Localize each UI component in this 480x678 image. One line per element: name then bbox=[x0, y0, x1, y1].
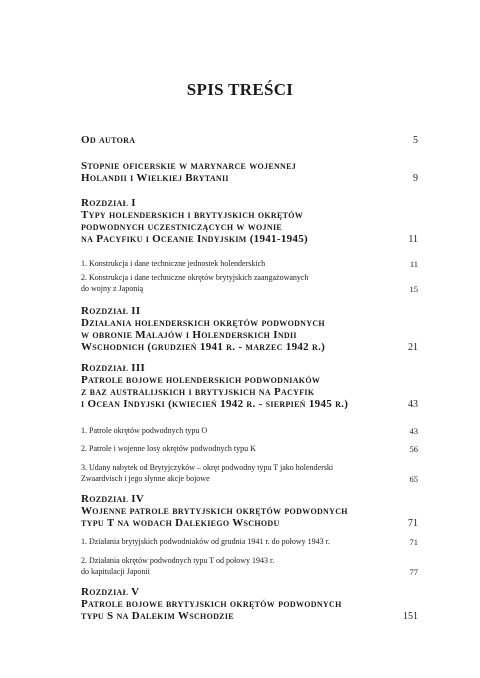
entry-line: 2. Konstrukcja i dane techniczne okrętów brytyjskich zaangażowanych bbox=[81, 273, 309, 282]
entry-line: Stopnie oficerskie w marynarce wojennej bbox=[81, 160, 297, 172]
entry-line: Typy holenderskich i brytyjskich okrętów bbox=[81, 209, 304, 221]
entry-text: 1. Działania brytyjskich podwodniaków od grudnia 1941 r. do połowy 1943 r. bbox=[81, 537, 330, 546]
entry-page: 9 bbox=[413, 173, 418, 184]
chapter-heading: Rozdział III bbox=[81, 362, 146, 374]
entry-text: 1. Konstrukcja i dane techniczne jednostek holenderskich bbox=[81, 259, 266, 268]
entry-line: do wojny z Japonią bbox=[81, 284, 143, 293]
entry-page: 151 bbox=[403, 611, 418, 622]
entry-line: na Pacyfiku i Oceanie Indyjskim (1941-1945) bbox=[81, 233, 308, 245]
entry-page: 15 bbox=[409, 284, 418, 294]
entry-page: 43 bbox=[408, 399, 418, 410]
entry-text: 1. Patrole okrętów podwodnych typu O bbox=[81, 426, 208, 435]
entry-page: 71 bbox=[409, 537, 418, 547]
entry-page: 11 bbox=[409, 259, 418, 269]
toc-subentry bbox=[81, 425, 418, 436]
toc-subentry bbox=[81, 536, 418, 547]
entry-text: Od autora bbox=[81, 134, 136, 146]
entry-page: 71 bbox=[408, 518, 418, 529]
toc-entry-od-autora bbox=[81, 134, 418, 146]
entry-line: Wschodnich (grudzień 1941 r. - marzec 1942 r.) bbox=[81, 341, 326, 353]
entry-line: Wojenne patrole brytyjskich okrętów podwodnych bbox=[81, 505, 348, 517]
entry-line: Holandii i Wielkiej Brytanii bbox=[81, 172, 229, 184]
entry-page: 11 bbox=[408, 234, 418, 245]
toc-chapter-5 bbox=[81, 586, 418, 622]
toc-subentry bbox=[81, 258, 418, 269]
entry-line: z baz australijskich i brytyjskich na Pacyfik bbox=[81, 386, 315, 398]
entry-line: i Ocean Indyjski (kwiecień 1942 r. - sierpień 1945 r.) bbox=[81, 398, 349, 410]
entry-line: do kapitulacji Japonii bbox=[81, 567, 150, 576]
chapter-heading: Rozdział II bbox=[81, 305, 141, 317]
entry-page: 43 bbox=[409, 426, 418, 436]
toc-subentry bbox=[81, 272, 418, 294]
entry-line: podwodnych uczestniczących w wojnie bbox=[81, 221, 282, 233]
entry-line: Patrole bojowe brytyjskich okrętów podwodnych bbox=[81, 598, 342, 610]
toc-chapter-1 bbox=[81, 197, 418, 245]
entry-line: typu T na wodach Dalekiego Wschodu bbox=[81, 517, 280, 529]
entry-line: Działania holenderskich okrętów podwodnych bbox=[81, 317, 325, 329]
entry-line: 3. Udany nabytek od Brytyjczyków – okręt podwodny typu T jako holenderski bbox=[81, 463, 334, 472]
chapter-heading: Rozdział IV bbox=[81, 493, 145, 505]
entry-line: 2. Działania okrętów podwodnych typu T od połowy 1943 r. bbox=[81, 556, 275, 565]
toc-subentry bbox=[81, 443, 418, 454]
toc-subentry bbox=[81, 462, 418, 484]
toc-chapter-2 bbox=[81, 305, 418, 353]
toc-subentry bbox=[81, 555, 418, 577]
toc-chapter-4 bbox=[81, 493, 418, 529]
entry-line: Patrole bojowe holenderskich podwodniaków bbox=[81, 374, 321, 386]
entry-page: 21 bbox=[408, 342, 418, 353]
entry-page: 5 bbox=[413, 135, 418, 146]
entry-page: 77 bbox=[409, 567, 418, 577]
entry-line: w obronie Malajów i Holenderskich Indii bbox=[81, 329, 297, 341]
entry-page: 56 bbox=[409, 444, 418, 454]
toc-chapter-3 bbox=[81, 362, 418, 410]
chapter-heading: Rozdział I bbox=[81, 197, 136, 209]
entry-text: 2. Patrole i wojenne losy okrętów podwodnych typu K bbox=[81, 444, 256, 453]
entry-line: Zwaardvisch i jego słynne akcje bojowe bbox=[81, 474, 210, 483]
chapter-heading: Rozdział V bbox=[81, 586, 140, 598]
entry-page: 65 bbox=[409, 474, 418, 484]
entry-line: typu S na Dalekim Wschodzie bbox=[81, 610, 234, 622]
toc-entry-stopnie bbox=[81, 160, 418, 184]
page-title: SPIS TREŚCI bbox=[186, 80, 294, 99]
